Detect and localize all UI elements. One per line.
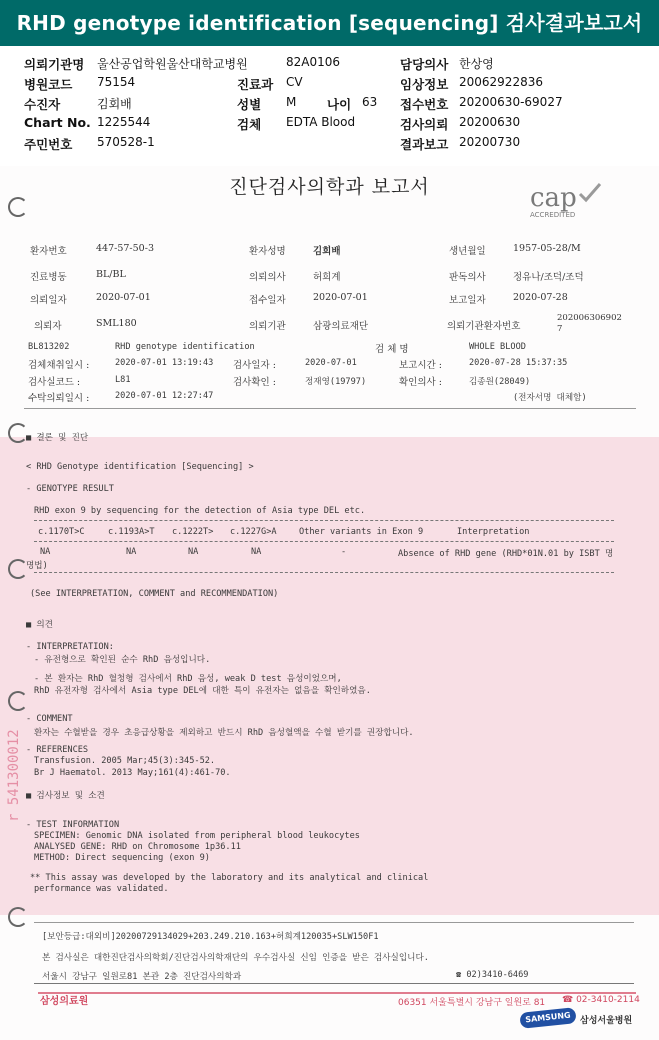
label-requester: 의뢰자	[34, 321, 62, 332]
label-test-confirm: 검사확인 :	[233, 377, 276, 388]
report-banner: RHD genotype identification [sequencing] 검사결과보고서	[0, 0, 659, 46]
footer-hospital-name: 삼성의료원	[40, 996, 89, 1007]
value-ordering-doctor: 허희계	[313, 272, 341, 283]
interpretation-label: - INTERPRETATION:	[26, 642, 114, 652]
label-consign-time: 수탁의뢰일시 :	[28, 393, 90, 404]
binder-hole-icon	[8, 691, 28, 711]
cap-logo-text: cap	[530, 183, 577, 213]
value-test-date: 2020-07-01	[305, 358, 357, 368]
value-sex: M	[286, 95, 297, 109]
lab-phone: ☎ 02)3410-6469	[456, 970, 529, 980]
value-physician: 한상영	[459, 57, 494, 71]
binder-hole-icon	[8, 423, 28, 443]
binder-hole-icon	[8, 559, 28, 579]
value-lab-code: L81	[115, 375, 131, 385]
assay-note-2: performance was validated.	[34, 884, 169, 894]
value-clinical-info: 20062922836	[459, 75, 543, 89]
comment-label: - COMMENT	[26, 714, 73, 724]
col-interpretation: Interpretation	[457, 527, 530, 537]
footer-phone: ☎ 02-3410-2114	[562, 995, 640, 1005]
references-label: - REFERENCES	[26, 745, 89, 755]
val-other-variants: -	[341, 547, 347, 557]
test-info-specimen: SPECIMEN: Genomic DNA isolated from peripheral blood leukocytes	[34, 831, 360, 841]
value-chart-no: 1225544	[97, 115, 151, 129]
value-specimen-name: WHOLE BLOOD	[469, 342, 526, 352]
value-report-time: 2020-07-28 15:37:35	[469, 358, 568, 368]
label-result-report: 결과보고	[400, 137, 449, 152]
section-conclusion: ■ 결론 및 진단	[26, 433, 89, 443]
value-institution-patient-no: 202006306902	[557, 313, 622, 323]
label-institution-patient-no: 의뢰기관환자번호	[447, 321, 521, 332]
divider	[34, 520, 614, 521]
footer-brand-name: 삼성서울병원	[580, 1016, 633, 1026]
value-birth: 1957-05-28/M	[513, 243, 581, 254]
value-patient: 김회배	[97, 97, 132, 111]
value-patient-name: 김희배	[313, 246, 341, 257]
samsung-logo: SAMSUNG	[519, 1007, 576, 1029]
col-c1170: c.1170T>C	[38, 527, 85, 537]
report-title: 진단검사의학과 보고서	[229, 176, 430, 198]
label-patient-no: 환자번호	[30, 246, 67, 257]
interpretation-line-3: RhD 유전자형 검사에서 Asia type DEL에 대한 특이 유전자는 없음을 확인하였음.	[34, 686, 371, 696]
val-c1170: NA	[40, 547, 51, 557]
comment-text: 환자는 수혈받을 경우 초응급상황을 제외하고 반드시 RhD 음성혈액을 수혈 받기를 권장합니다.	[34, 728, 414, 738]
value-department: CV	[286, 75, 303, 89]
value-request-institution: 삼광의료재단	[313, 321, 369, 332]
label-collection-time: 검체채취일시 :	[28, 360, 90, 371]
value-resident-no: 570528-1	[97, 135, 155, 149]
reference-2: Br J Haematol. 2013 May;161(4):461-70.	[34, 768, 231, 778]
col-c1222: c.1222T>	[172, 527, 214, 537]
value-receipt-date: 2020-07-01	[313, 292, 368, 303]
label-test-date: 검사일자 :	[233, 360, 276, 371]
genotype-result-label: - GENOTYPE RESULT	[26, 484, 114, 494]
label-report-time: 보고시간 :	[399, 360, 442, 371]
label-request-institution: 의뢰기관	[249, 321, 286, 332]
label-birth: 생년월일	[449, 246, 486, 257]
label-department: 진료과	[237, 77, 274, 92]
interpretation-line-1: - 유전형으로 확인된 순수 RhD 음성입니다.	[34, 655, 211, 665]
value-result-report: 20200730	[459, 135, 521, 149]
col-c1193: c.1193A>T	[108, 527, 155, 537]
electronic-signature-note: (전자서명 대체함)	[513, 393, 587, 403]
divider	[34, 983, 634, 984]
label-reading-doctor: 판독의사	[449, 272, 486, 283]
val-c1193: NA	[126, 547, 137, 557]
binder-hole-icon	[8, 197, 28, 217]
genotype-method: RHD exon 9 by sequencing for the detection of Asia type DEL etc.	[34, 506, 366, 516]
val-c1222: NA	[188, 547, 199, 557]
val-c1227: NA	[251, 547, 262, 557]
divider	[24, 408, 636, 409]
label-patient-name: 환자성명	[249, 246, 286, 257]
value-age: 63	[362, 95, 378, 109]
label-chart-no: Chart No.	[24, 115, 91, 130]
value-collection-time: 2020-07-01 13:19:43	[115, 358, 214, 368]
value-confirm-doctor: 김종원(28049)	[469, 377, 531, 387]
value-request-date: 2020-07-01	[96, 292, 151, 303]
value-test-request: 20200630	[459, 115, 521, 129]
section-opinion: ■ 의견	[26, 620, 53, 630]
label-hospital-code: 병원코드	[24, 77, 73, 92]
label-confirm-doctor: 확인의사 :	[399, 377, 442, 388]
label-receipt-no: 접수번호	[400, 97, 449, 112]
request-header	[0, 46, 659, 166]
label-age: 나이	[327, 97, 352, 112]
col-other-variants: Other variants in Exon 9	[299, 527, 424, 537]
label-patient: 수진자	[24, 97, 61, 112]
value-receipt-no: 20200630-69027	[459, 95, 563, 109]
barcode-stamp: r 541300012	[6, 729, 22, 822]
divider	[34, 572, 614, 573]
label-resident-no: 주민번호	[24, 137, 73, 152]
interpretation-line-2: - 본 환자는 RhD 혈청형 검사에서 RhD 음성, weak D test 음성이었으며,	[34, 674, 342, 684]
security-level: [보안등급:대외비]20200729134029+203.249.210.163+허희계120035+SLW150F1	[42, 932, 379, 942]
value-institution-code: 82A0106	[286, 55, 341, 69]
col-c1227: c.1227G>A	[230, 527, 277, 537]
value-patient-no: 447-57-50-3	[96, 243, 154, 254]
value-consign-time: 2020-07-01 12:27:47	[115, 391, 214, 401]
section-test-info: ■ 검사정보 및 소견	[26, 791, 105, 801]
binder-hole-icon	[8, 907, 28, 927]
val-interpretation-cont: 명법)	[26, 561, 48, 571]
label-specimen: 검체	[237, 117, 262, 132]
cap-logo-sub: ACCREDITED	[530, 211, 576, 219]
certification-note: 본 검사실은 대한진단검사의학회/진단검사의학재단의 우수검사실 신임 인증을 받은 검사실입니다.	[42, 953, 429, 963]
see-interpretation: (See INTERPRETATION, COMMENT and RECOMMENDATION)	[30, 589, 279, 599]
val-interpretation: Absence of RHD gene (RHD*01N.01 by ISBT 명	[398, 549, 614, 559]
value-specimen: EDTA Blood	[286, 115, 356, 129]
footer-address: 06351 서울특별시 강남구 일원로 81	[398, 998, 546, 1008]
test-code: BL813202	[28, 342, 70, 352]
label-receipt-date: 접수일자	[249, 295, 286, 306]
reference-1: Transfusion. 2005 Mar;45(3):345-52.	[34, 756, 216, 766]
label-request-date: 의뢰일자	[30, 295, 67, 306]
label-ordering-doctor: 의뢰의사	[249, 272, 286, 283]
footer-line	[38, 992, 636, 994]
value-hospital-code: 75154	[97, 75, 136, 89]
label-institution: 의뢰기관명	[24, 57, 85, 72]
test-info-method: METHOD: Direct sequencing (exon 9)	[34, 853, 210, 863]
test-info-label: - TEST INFORMATION	[26, 820, 120, 830]
test-name: RHD genotype identification	[115, 342, 255, 352]
value-test-confirm: 정재영(19797)	[305, 377, 367, 387]
lab-address: 서울시 강남구 일원로81 본관 2층 진단검사의학과	[42, 972, 242, 982]
result-heading: < RHD Genotype identification [Sequencing] >	[26, 462, 254, 472]
label-specimen-name: 검 체 명	[375, 344, 409, 355]
value-ward: BL/BL	[96, 269, 126, 280]
divider	[34, 922, 634, 923]
label-sex: 성별	[237, 97, 262, 112]
divider	[34, 541, 614, 542]
label-ward: 진료병동	[30, 272, 67, 283]
value-requester: SML180	[96, 318, 137, 329]
value-reading-doctor: 정유나/조덕/조덕	[513, 272, 584, 283]
value-institution: 울산공업학원울산대학교병원	[97, 57, 248, 71]
label-report-date: 보고일자	[449, 295, 486, 306]
label-test-request: 검사의뢰	[400, 117, 449, 132]
label-lab-code: 검사실코드 :	[28, 377, 81, 388]
label-physician: 담당의사	[400, 57, 449, 72]
test-info-gene: ANALYSED GENE: RHD on Chromosome 1p36.11	[34, 842, 241, 852]
value-report-date: 2020-07-28	[513, 292, 568, 303]
label-clinical-info: 임상정보	[400, 77, 449, 92]
value-institution-patient-no-cont: 7	[557, 324, 563, 334]
assay-note-1: ** This assay was developed by the laboratory and its analytical and clinical	[30, 873, 429, 883]
cap-accredited-logo	[528, 180, 614, 224]
